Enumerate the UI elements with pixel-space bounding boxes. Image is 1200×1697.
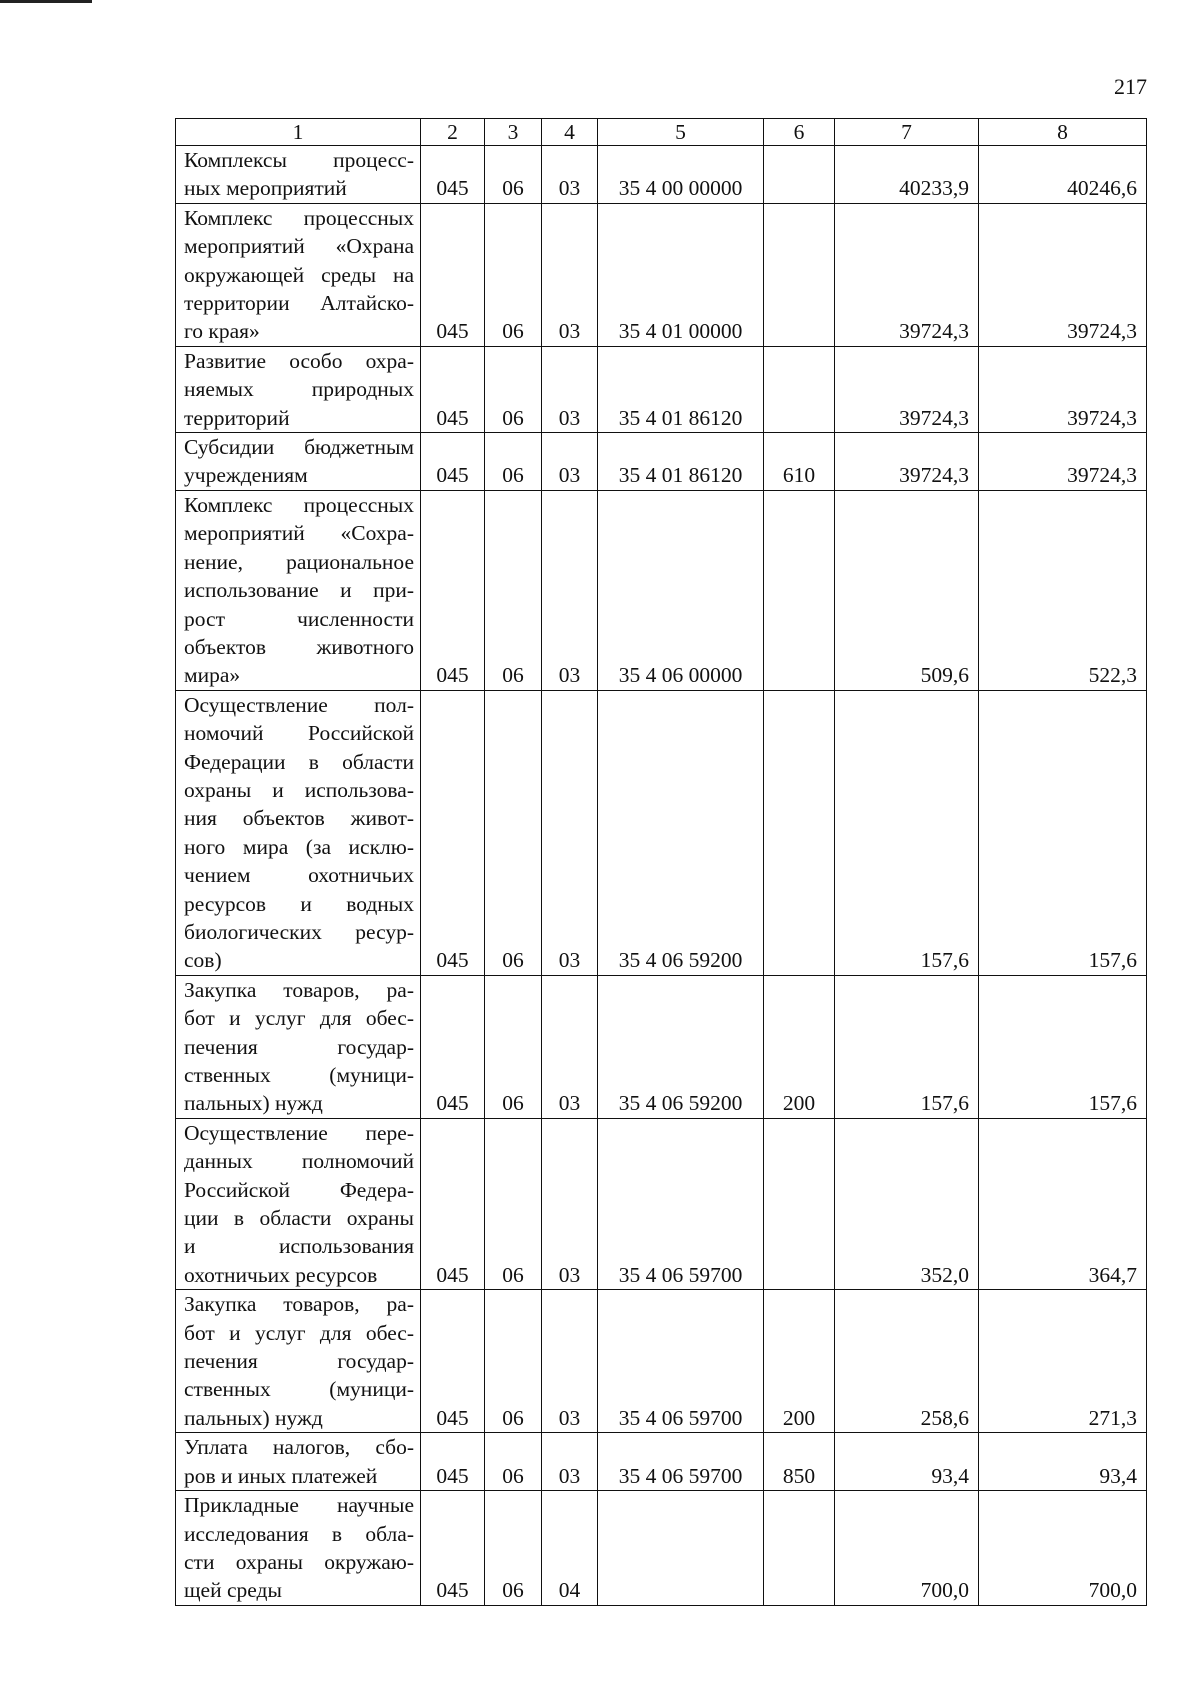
table-row	[176, 975, 1147, 1118]
target-article-cell: 35 4 06 59700	[598, 1290, 764, 1433]
amount-year-1-cell: 352,0	[835, 1118, 979, 1289]
admin-code-cell: 045	[421, 433, 485, 491]
column-header: 1	[176, 119, 421, 146]
target-article-cell: 35 4 06 59200	[598, 690, 764, 975]
column-header: 5	[598, 119, 764, 146]
section-code-cell: 06	[485, 203, 542, 346]
item-name-line: чением охотничьих	[184, 863, 414, 888]
target-article-cell	[598, 1491, 764, 1606]
item-name-line: Закупка товаров, ра-	[184, 977, 414, 1002]
admin-code-cell: 045	[421, 1433, 485, 1491]
subsection-code-cell: 03	[542, 346, 598, 432]
item-name-line: мероприятий «Охрана	[184, 234, 414, 259]
column-header: 4	[542, 119, 598, 146]
admin-code-cell: 045	[421, 146, 485, 204]
subsection-code-cell: 03	[542, 1118, 598, 1289]
amount-year-2-cell: 157,6	[979, 690, 1147, 975]
item-name-line: окружающей среды на	[184, 262, 414, 287]
table-row	[176, 490, 1147, 690]
section-code-cell: 06	[485, 1118, 542, 1289]
item-name-line: Развитие особо охра-	[184, 348, 414, 373]
item-name-line: ции в области охраны	[184, 1206, 414, 1231]
expense-type-cell	[764, 203, 835, 346]
item-name-line: номочий Российской	[184, 721, 414, 746]
item-name-line: мероприятий «Сохра-	[184, 521, 414, 546]
amount-year-1-cell: 39724,3	[835, 433, 979, 491]
table-row	[176, 203, 1147, 346]
item-name-line: печения государ-	[184, 1349, 414, 1374]
item-name-line: Российской Федера-	[184, 1177, 414, 1202]
section-code-cell: 06	[485, 690, 542, 975]
item-name-cell	[176, 203, 421, 346]
item-name-line: мира»	[184, 663, 241, 688]
item-name-line: ров и иных платежей	[184, 1463, 378, 1488]
expense-type-cell	[764, 346, 835, 432]
admin-code-cell: 045	[421, 1290, 485, 1433]
table-row	[176, 1290, 1147, 1433]
item-name-line: щей среды	[184, 1578, 282, 1603]
item-name-line: Осуществление пере-	[184, 1120, 414, 1145]
amount-year-2-cell: 700,0	[979, 1491, 1147, 1606]
item-name-line: Комплексы процесс-	[184, 148, 414, 172]
target-article-cell: 35 4 01 86120	[598, 346, 764, 432]
expense-type-cell	[764, 1491, 835, 1606]
expense-type-cell: 200	[764, 1290, 835, 1433]
table-row	[176, 346, 1147, 432]
amount-year-1-cell: 93,4	[835, 1433, 979, 1491]
amount-year-1-cell: 700,0	[835, 1491, 979, 1606]
item-name-line: и использования	[184, 1234, 414, 1259]
item-name-cell	[176, 975, 421, 1118]
target-article-cell: 35 4 06 59700	[598, 1433, 764, 1491]
page-number: 217	[1114, 74, 1147, 99]
section-code-cell: 06	[485, 1290, 542, 1433]
amount-year-2-cell: 39724,3	[979, 203, 1147, 346]
amount-year-1-cell: 39724,3	[835, 203, 979, 346]
subsection-code-cell: 03	[542, 490, 598, 690]
item-name-line: Комплекс процессных	[184, 492, 414, 517]
item-name-line: сов)	[184, 948, 222, 973]
admin-code-cell: 045	[421, 690, 485, 975]
section-code-cell: 06	[485, 146, 542, 204]
item-name-line: Прикладные научные	[184, 1493, 414, 1518]
item-name-line: биологических ресур-	[184, 919, 414, 944]
amount-year-2-cell: 271,3	[979, 1290, 1147, 1433]
table-header-row	[176, 119, 1147, 146]
item-name-line: объектов животного	[184, 634, 414, 659]
target-article-cell: 35 4 01 86120	[598, 433, 764, 491]
item-name-cell	[176, 1433, 421, 1491]
table-row	[176, 690, 1147, 975]
expense-type-cell	[764, 490, 835, 690]
column-header: 6	[764, 119, 835, 146]
item-name-cell	[176, 1118, 421, 1289]
item-name-line: охотничьих ресурсов	[184, 1262, 378, 1287]
amount-year-1-cell: 157,6	[835, 690, 979, 975]
item-name-line: территорий	[184, 405, 290, 430]
budget-table	[175, 118, 1147, 1606]
table-row	[176, 433, 1147, 491]
subsection-code-cell: 03	[542, 975, 598, 1118]
amount-year-1-cell: 258,6	[835, 1290, 979, 1433]
item-name-line: Закупка товаров, ра-	[184, 1292, 414, 1317]
item-name-line: учреждениям	[184, 463, 308, 488]
item-name-line: бот и услуг для обес-	[184, 1320, 414, 1345]
item-name-line: охраны и использова-	[184, 777, 414, 802]
admin-code-cell: 045	[421, 203, 485, 346]
subsection-code-cell: 03	[542, 433, 598, 491]
expense-type-cell	[764, 1118, 835, 1289]
column-header: 3	[485, 119, 542, 146]
target-article-cell: 35 4 01 00000	[598, 203, 764, 346]
amount-year-1-cell: 509,6	[835, 490, 979, 690]
amount-year-1-cell: 157,6	[835, 975, 979, 1118]
item-name-line: Осуществление пол-	[184, 692, 414, 717]
expense-type-cell: 610	[764, 433, 835, 491]
admin-code-cell: 045	[421, 1491, 485, 1606]
expense-type-cell: 850	[764, 1433, 835, 1491]
amount-year-2-cell: 39724,3	[979, 346, 1147, 432]
item-name-line: территории Алтайско-	[184, 291, 414, 316]
scan-edge-mark	[0, 0, 92, 3]
item-name-line: няемых природных	[184, 377, 414, 402]
section-code-cell: 06	[485, 1433, 542, 1491]
table-row	[176, 1491, 1147, 1606]
item-name-line: го края»	[184, 319, 260, 344]
table-row	[176, 1433, 1147, 1491]
item-name-line: Федерации в области	[184, 749, 414, 774]
item-name-line: пальных) нужд	[184, 1405, 323, 1430]
item-name-line: Субсидии бюджетным	[184, 435, 414, 460]
expense-type-cell	[764, 146, 835, 204]
item-name-line: рост численности	[184, 606, 414, 631]
amount-year-2-cell: 364,7	[979, 1118, 1147, 1289]
section-code-cell: 06	[485, 975, 542, 1118]
expense-type-cell	[764, 690, 835, 975]
section-code-cell: 06	[485, 1491, 542, 1606]
item-name-line: ственных (муници-	[184, 1063, 414, 1087]
amount-year-1-cell: 39724,3	[835, 346, 979, 432]
column-header: 2	[421, 119, 485, 146]
subsection-code-cell: 03	[542, 690, 598, 975]
item-name-line: ресурсов и водных	[184, 891, 414, 916]
amount-year-2-cell: 522,3	[979, 490, 1147, 690]
item-name-line: ственных (муници-	[184, 1377, 414, 1402]
target-article-cell: 35 4 06 00000	[598, 490, 764, 690]
item-name-line: ного мира (за исклю-	[184, 834, 414, 859]
subsection-code-cell: 03	[542, 203, 598, 346]
section-code-cell: 06	[485, 346, 542, 432]
item-name-cell	[176, 433, 421, 491]
subsection-code-cell: 04	[542, 1491, 598, 1606]
section-code-cell: 06	[485, 433, 542, 491]
admin-code-cell: 045	[421, 490, 485, 690]
admin-code-cell: 045	[421, 346, 485, 432]
item-name-line: использование и при-	[184, 578, 414, 603]
admin-code-cell: 045	[421, 975, 485, 1118]
item-name-line: нение, рациональное	[184, 549, 414, 574]
item-name-line: ных мероприятий	[184, 176, 347, 201]
item-name-cell	[176, 690, 421, 975]
amount-year-1-cell: 40233,9	[835, 146, 979, 204]
item-name-line: ния объектов живот-	[184, 806, 414, 831]
amount-year-2-cell: 93,4	[979, 1433, 1147, 1491]
admin-code-cell: 045	[421, 1118, 485, 1289]
item-name-cell	[176, 146, 421, 204]
item-name-cell	[176, 1491, 421, 1606]
subsection-code-cell: 03	[542, 146, 598, 204]
item-name-line: пальных) нужд	[184, 1091, 323, 1116]
expense-type-cell: 200	[764, 975, 835, 1118]
table-row	[176, 1118, 1147, 1289]
item-name-line: Комплекс процессных	[184, 205, 414, 230]
item-name-line: печения государ-	[184, 1034, 414, 1059]
item-name-line: Уплата налогов, сбо-	[184, 1435, 414, 1460]
item-name-cell	[176, 490, 421, 690]
subsection-code-cell: 03	[542, 1433, 598, 1491]
amount-year-2-cell: 40246,6	[979, 146, 1147, 204]
item-name-line: сти охраны окружаю-	[184, 1549, 414, 1574]
item-name-cell	[176, 346, 421, 432]
table-body	[176, 146, 1147, 1606]
item-name-line: исследования в обла-	[184, 1521, 414, 1546]
column-header: 8	[979, 119, 1147, 146]
table-row	[176, 146, 1147, 204]
section-code-cell: 06	[485, 490, 542, 690]
target-article-cell: 35 4 06 59700	[598, 1118, 764, 1289]
subsection-code-cell: 03	[542, 1290, 598, 1433]
amount-year-2-cell: 157,6	[979, 975, 1147, 1118]
target-article-cell: 35 4 06 59200	[598, 975, 764, 1118]
item-name-line: данных полномочий	[184, 1149, 414, 1174]
item-name-line: бот и услуг для обес-	[184, 1006, 414, 1031]
column-header: 7	[835, 119, 979, 146]
target-article-cell: 35 4 00 00000	[598, 146, 764, 204]
amount-year-2-cell: 39724,3	[979, 433, 1147, 491]
item-name-cell	[176, 1290, 421, 1433]
